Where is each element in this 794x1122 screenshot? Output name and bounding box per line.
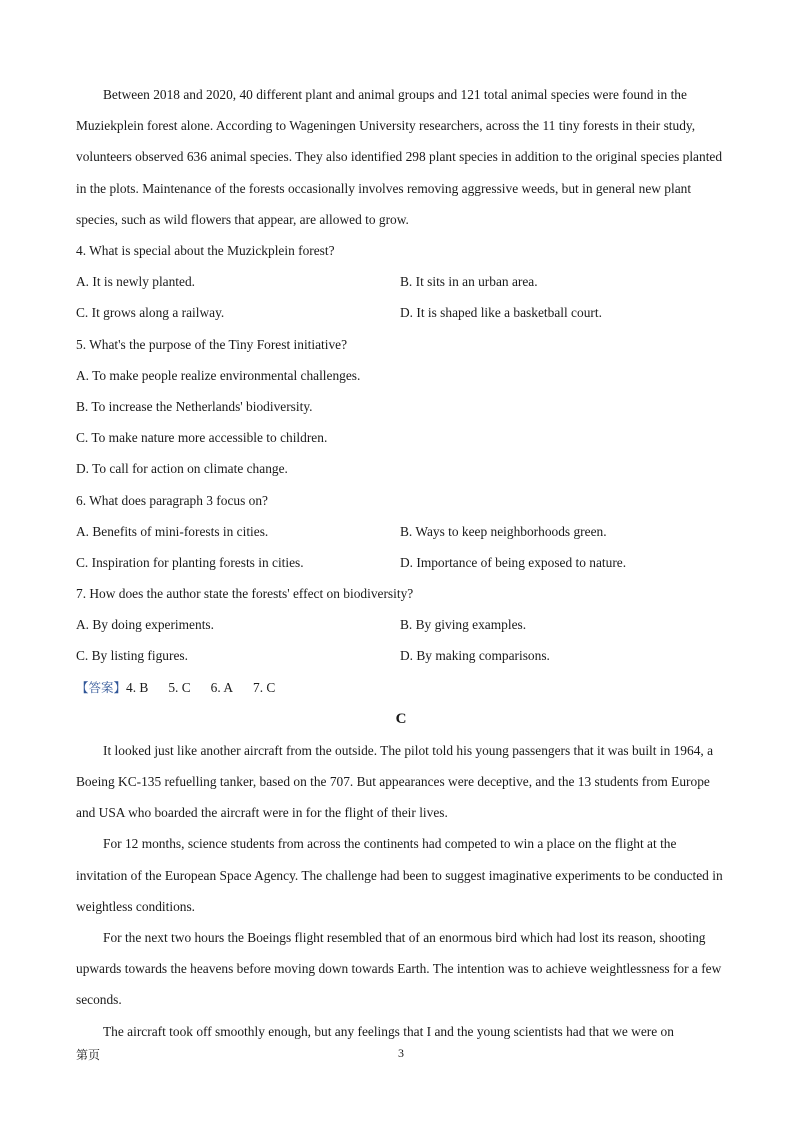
question-7-options-row-2: [76, 640, 726, 671]
answer-4: 4. B: [126, 679, 149, 695]
answer-5: 5. C: [168, 679, 191, 695]
question-4-options-row-2: [76, 297, 726, 328]
answer-6: 6. A: [210, 679, 233, 695]
footer-label: 第页: [76, 1048, 101, 1062]
question-5-option-a: A. To make people realize environmental challenges.: [76, 367, 361, 383]
answer-7: 7. C: [253, 679, 276, 695]
section-c-heading: C: [395, 710, 407, 727]
question-4-option-c: C. It grows along a railway.: [76, 305, 225, 321]
page-footer: [76, 1046, 726, 1066]
question-7-option-b: B. By giving examples.: [400, 617, 527, 633]
question-7-stem: 7. How does the author state the forests' effect on biodiversity?: [76, 586, 414, 602]
question-6-stem: 6. What does paragraph 3 focus on?: [76, 492, 268, 508]
question-7-option-c: C. By listing figures.: [76, 648, 188, 664]
question-5-option-d: D. To call for action on climate change.: [76, 461, 288, 477]
question-7-option-d: D. By making comparisons.: [400, 648, 550, 664]
question-6-option-c: C. Inspiration for planting forests in cities.: [76, 554, 304, 570]
passage-paragraph: Between 2018 and 2020, 40 different plant and animal groups and 121 total animal species were found in the Muziekplein forest alone. According to Wageningen University researchers, across the 11 tiny forests in their study, volunteers observed 636 animal species. They also identified 298 plant species in addition to the original species planted in the plots. Maintenance of the forests occasionally involves removing aggressive weeds, but in general new plant species, such as wild flowers that appear, are allowed to grow.: [76, 87, 723, 227]
question-6-option-d: D. Importance of being exposed to nature.: [400, 554, 627, 570]
question-5-option-b: B. To increase the Netherlands' biodiversity.: [76, 398, 313, 414]
section-c-paragraph-4: The aircraft took off smoothly enough, but any feelings that I and the young scientists had that we were on: [103, 1023, 674, 1039]
question-7-option-a: A. By doing experiments.: [76, 617, 214, 633]
question-6-option-a: A. Benefits of mini-forests in cities.: [76, 523, 269, 539]
page-content: [76, 79, 726, 1047]
question-6-options-row-1: [76, 516, 726, 547]
question-6-options-row-2: [76, 547, 726, 578]
question-6-option-b: B. Ways to keep neighborhoods green.: [400, 523, 607, 539]
section-c-paragraph-2: For 12 months, science students from across the continents had competed to win a place on the flight at the invitation of the European Space Agency. The challenge had been to suggest imaginative experiments to be conducted in weightless conditions.: [76, 836, 723, 914]
question-5-stem: 5. What's the purpose of the Tiny Forest initiative?: [76, 336, 348, 352]
section-c-paragraph-3: For the next two hours the Boeings flight resembled that of an enormous bird which had lost its reason, shooting upwards towards the heavens before moving down towards Earth. The intention was to achieve weightlessness for a few seconds.: [76, 930, 722, 1008]
question-4-option-a: A. It is newly planted.: [76, 274, 196, 290]
question-4-option-d: D. It is shaped like a basketball court.: [400, 305, 602, 321]
answer-tag: 【答案】: [76, 679, 127, 695]
question-4-stem: 4. What is special about the Muzickplein forest?: [76, 243, 335, 259]
question-5-option-c: C. To make nature more accessible to children.: [76, 430, 328, 446]
answer-key: [76, 672, 726, 703]
section-c-paragraph-1: It looked just like another aircraft from the outside. The pilot told his young passengers that it was built in 1964, a Boeing KC-135 refuelling tanker, based on the 707. But appearances were deceptive, and the 13 students from Europe and USA who boarded the aircraft were in for the flight of their lives.: [76, 742, 714, 821]
question-4-option-b: B. It sits in an urban area.: [400, 274, 538, 290]
question-7-options-row-1: [76, 609, 726, 640]
page-number: 3: [398, 1046, 404, 1060]
question-4-options-row-1: [76, 266, 726, 297]
